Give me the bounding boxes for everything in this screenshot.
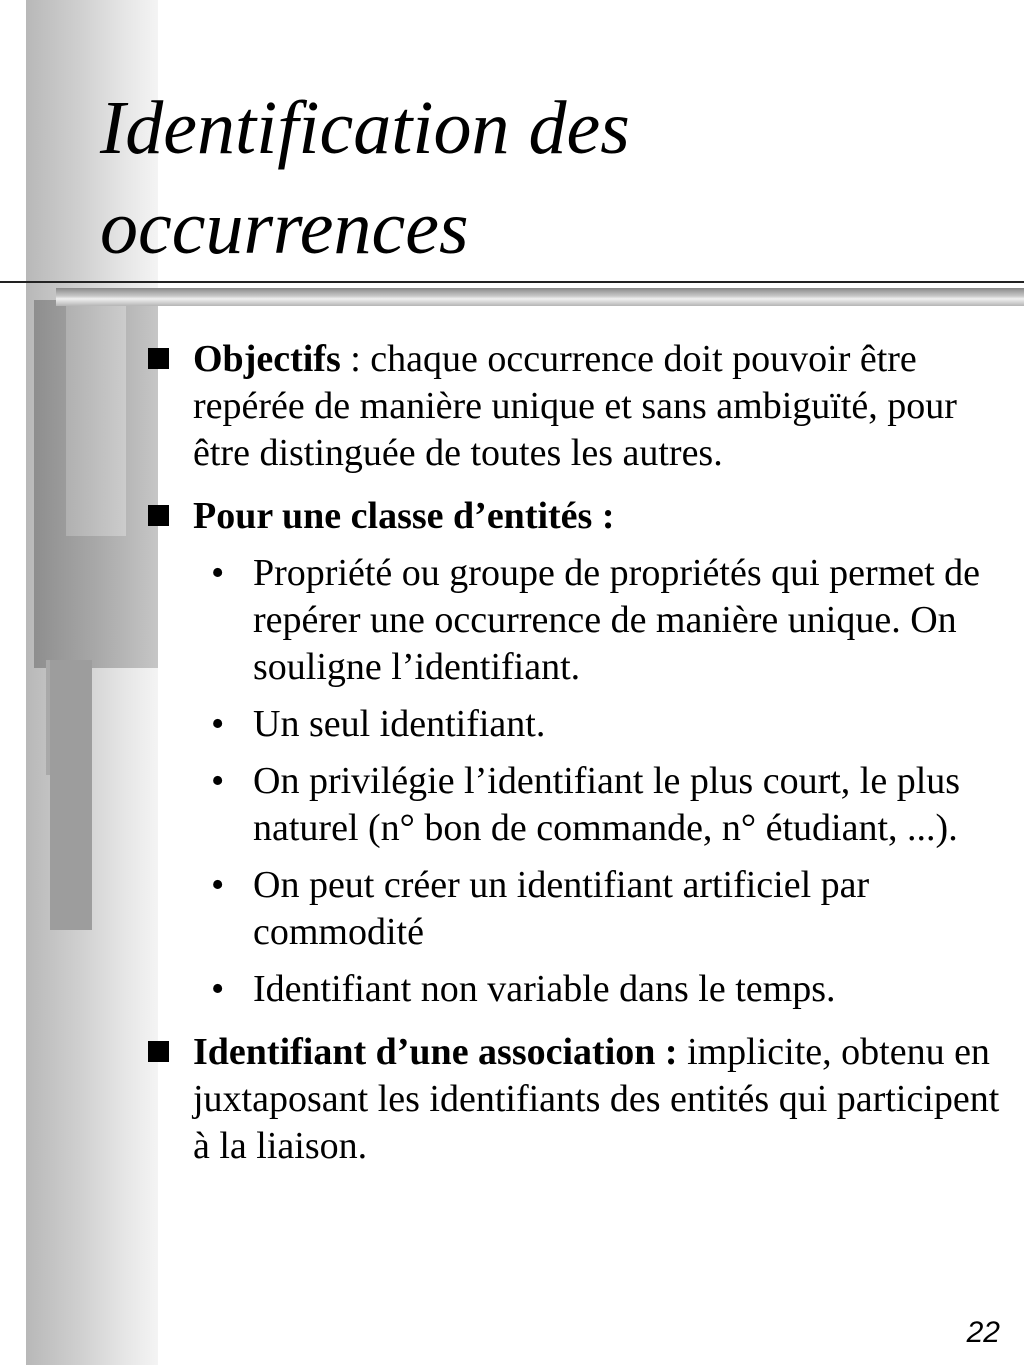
sub-bullet-item [193,758,1006,852]
sub-bullet-text: Identifiant non variable dans le temps. [253,968,836,1010]
round-bullet-icon: • [211,760,225,802]
slide-title-line: occurrences [100,186,469,270]
bullet-heading: Identifiant d’une association : [193,1031,678,1073]
sub-bullet-item [193,701,1006,748]
slide-title [100,78,960,278]
sub-bullet-item [193,966,1006,1013]
square-bullet-icon [148,505,169,526]
title-divider [0,281,1024,283]
sub-bullet-text: On privilégie l’identifiant le plus court, le plus naturel (n° bon de commande, n° étudiant, ...). [253,760,961,849]
page-number: 22 [966,1316,1000,1349]
bullet-objectifs [146,336,1006,477]
bullet-heading: Pour une classe d’entités : [193,495,615,537]
square-bullet-icon [148,1041,169,1062]
square-bullet-icon [148,348,169,369]
bullet-text: implicite, obtenu en juxtaposant les identifiants des entités qui participent à la liaison. [193,1031,1000,1167]
sub-bullet-text: Un seul identifiant. [253,703,546,745]
sub-bullet-text: Propriété ou groupe de propriétés qui permet de repérer une occurrence de manière unique. On souligne l’identifiant. [253,552,981,688]
round-bullet-icon: • [211,552,225,594]
decorative-gray-block [50,660,92,930]
bullet-text: : chaque occurrence doit pouvoir être repérée de manière unique et sans ambiguïté, pour être distinguée de toutes les autres. [193,338,957,474]
bullet-identifiant-association [146,1029,1006,1170]
bullet-heading: Objectifs [193,338,341,380]
sub-bullet-text: On peut créer un identifiant artificiel par commodité [253,864,870,953]
round-bullet-icon: • [211,968,225,1010]
sub-bullet-item [193,862,1006,956]
slide-body [146,336,1006,1186]
round-bullet-icon: • [211,864,225,906]
title-divider-bar [56,288,1024,306]
bullet-classe-entites [146,493,1006,1013]
slide-title-line: Identification des [100,86,630,170]
round-bullet-icon: • [211,703,225,745]
left-margin [0,0,26,1365]
sub-bullet-list [193,550,1006,1013]
decorative-gray-block [66,300,126,536]
sub-bullet-item [193,550,1006,691]
